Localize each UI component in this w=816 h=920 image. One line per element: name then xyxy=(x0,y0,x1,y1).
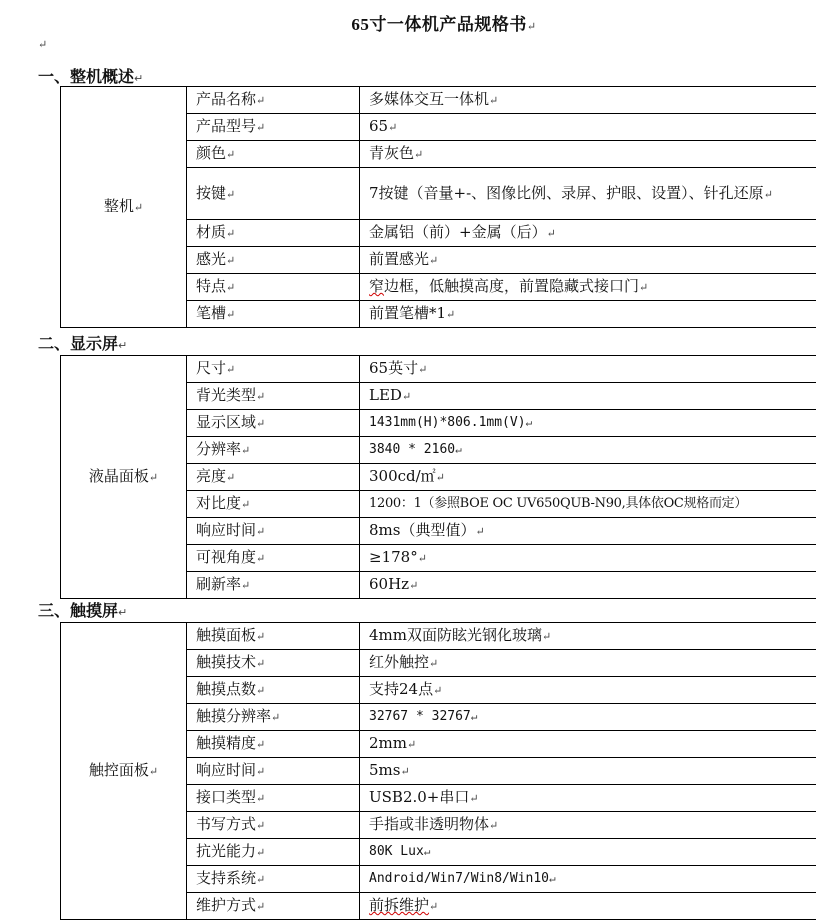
spec-label: 感光↵ xyxy=(187,247,360,274)
group-cell xyxy=(61,623,187,920)
paragraph-mark-icon: ↵ xyxy=(134,201,143,214)
spec-label: 支持系统↵ xyxy=(187,866,360,893)
spec-table-overview xyxy=(60,86,816,328)
spec-label: 对比度↵ xyxy=(187,491,360,518)
spec-label: 刷新率↵ xyxy=(187,572,360,599)
title-text: 65寸一体机产品规格书 xyxy=(351,15,527,34)
spec-value: 65↵ xyxy=(360,114,816,141)
spellcheck-underline: 窄 xyxy=(369,277,384,295)
spec-value: 窄边框，低触摸高度，前置隐藏式接口门↵ xyxy=(360,274,816,301)
group-cell xyxy=(61,87,187,328)
spec-label: 触摸分辨率↵ xyxy=(187,704,360,731)
spec-value: 1431mm(H)*806.1mm(V)↵ xyxy=(360,410,816,437)
spec-value: LED↵ xyxy=(360,383,816,410)
group-label: 触控面板 xyxy=(89,761,149,779)
spec-value: 前置笔槽*1↵ xyxy=(360,301,816,328)
spec-label: 材质↵ xyxy=(187,220,360,247)
document-title xyxy=(0,10,816,35)
spec-value: 2mm↵ xyxy=(360,731,816,758)
paragraph-mark-icon: ↵ xyxy=(527,21,537,33)
spec-value: 红外触控↵ xyxy=(360,650,816,677)
spec-label: 产品名称↵ xyxy=(187,87,360,114)
spec-label: 抗光能力↵ xyxy=(187,839,360,866)
spec-value: 青灰色↵ xyxy=(360,141,816,168)
spec-label: 响应时间↵ xyxy=(187,518,360,545)
spec-label: 颜色↵ xyxy=(187,141,360,168)
spec-value: 80K Lux↵ xyxy=(360,839,816,866)
paragraph-mark-icon: ↵ xyxy=(149,765,158,778)
spec-value: 前置感光↵ xyxy=(360,247,816,274)
spec-value: 4mm双面防眩光钢化玻璃↵ xyxy=(360,623,816,650)
paragraph-mark-icon: ↵ xyxy=(118,606,127,619)
group-cell xyxy=(61,356,187,599)
spec-value: 金属铝（前）+金属（后）↵ xyxy=(360,220,816,247)
spec-value: 支持24点↵ xyxy=(360,677,816,704)
section-heading-text: 一、整机概述 xyxy=(38,67,134,86)
paragraph-mark-icon: ↵ xyxy=(118,339,127,352)
spec-value: 1200：1（参照BOE OC UV650QUB-N90,具体依OC规格而定） xyxy=(360,491,816,518)
spec-value: ≥178°↵ xyxy=(360,545,816,572)
spec-label: 接口类型↵ xyxy=(187,785,360,812)
spec-label: 分辨率↵ xyxy=(187,437,360,464)
section-heading xyxy=(38,331,127,354)
spec-label: 触摸精度↵ xyxy=(187,731,360,758)
section-heading-text: 三、触摸屏 xyxy=(38,601,118,620)
spec-label: 按键↵ xyxy=(187,168,360,220)
spec-table-display xyxy=(60,355,816,599)
paragraph-mark-icon: ↵ xyxy=(149,471,158,484)
spec-value: 8ms（典型值）↵ xyxy=(360,518,816,545)
spec-table-touch xyxy=(60,622,816,920)
spec-value: USB2.0+串口↵ xyxy=(360,785,816,812)
spec-label: 亮度↵ xyxy=(187,464,360,491)
paragraph-mark-icon: ↵ xyxy=(38,38,47,51)
spec-value: 7按键（音量+-、图像比例、录屏、护眼、设置）、针孔还原↵ xyxy=(360,168,816,220)
group-label: 液晶面板 xyxy=(89,467,149,485)
spec-label: 响应时间↵ xyxy=(187,758,360,785)
spec-label: 背光类型↵ xyxy=(187,383,360,410)
spec-label: 触摸技术↵ xyxy=(187,650,360,677)
spec-label: 触摸点数↵ xyxy=(187,677,360,704)
spec-value: 3840 * 2160↵ xyxy=(360,437,816,464)
spec-value: 65英寸↵ xyxy=(360,356,816,383)
section-heading xyxy=(38,64,143,87)
spec-label: 可视角度↵ xyxy=(187,545,360,572)
paragraph-mark-icon: ↵ xyxy=(134,72,143,85)
spec-value: Android/Win7/Win8/Win10↵ xyxy=(360,866,816,893)
section-heading-text: 二、显示屏 xyxy=(38,334,118,353)
spec-label: 触摸面板↵ xyxy=(187,623,360,650)
spec-label: 维护方式↵ xyxy=(187,893,360,920)
spec-label: 笔槽↵ xyxy=(187,301,360,328)
spec-value: 60Hz↵ xyxy=(360,572,816,599)
group-label: 整机 xyxy=(104,197,134,215)
section-heading xyxy=(38,598,127,621)
spec-value: 300cd/㎡↵ xyxy=(360,464,816,491)
spec-value: 32767 * 32767↵ xyxy=(360,704,816,731)
spec-label: 产品型号↵ xyxy=(187,114,360,141)
spec-label: 显示区域↵ xyxy=(187,410,360,437)
spec-value: 5ms↵ xyxy=(360,758,816,785)
spec-label: 特点↵ xyxy=(187,274,360,301)
spec-label: 书写方式↵ xyxy=(187,812,360,839)
spec-label: 尺寸↵ xyxy=(187,356,360,383)
spec-value: 手指或非透明物体↵ xyxy=(360,812,816,839)
spec-value: 多媒体交互一体机↵ xyxy=(360,87,816,114)
spec-value: 前拆维护↵ xyxy=(360,893,816,920)
